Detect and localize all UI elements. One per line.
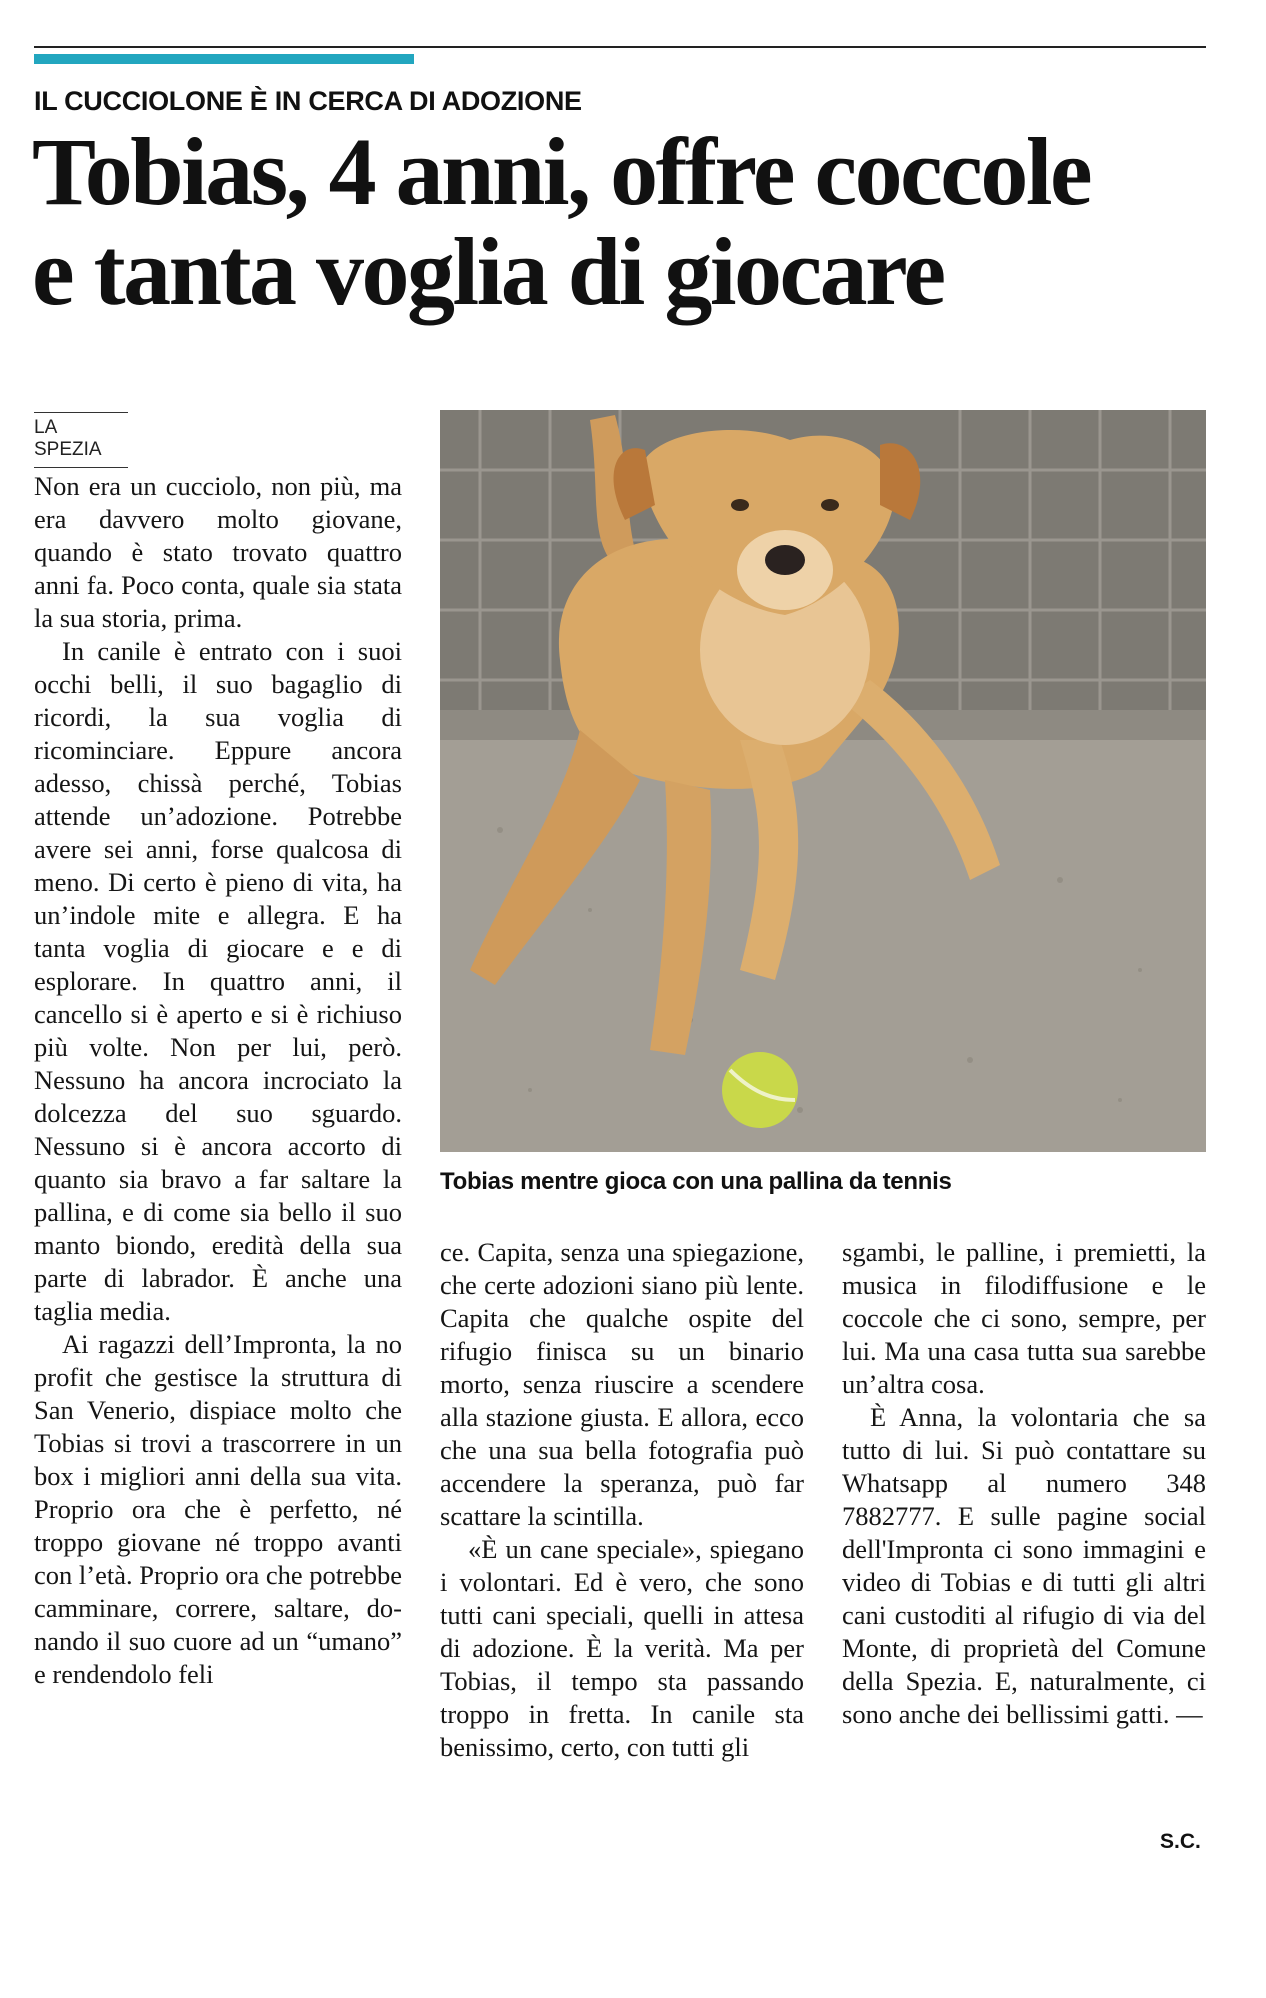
dog-photo-illustration bbox=[440, 410, 1206, 1152]
paragraph: «È un cane speciale», spiegano i volontari. Ed è vero, che sono tutti cani speciali, quelli in attesa di adozione. È la verità. Ma per Tobias, il tempo sta passando troppo in fretta. In canile sta benissimo, certo, con tutti gli bbox=[440, 1534, 804, 1762]
accent-bar bbox=[34, 54, 414, 64]
headline-line-1: Tobias, 4 anni, offre coccole bbox=[32, 118, 1091, 225]
paragraph: sgambi, le palline, i premietti, la musica in filodiffusione e le coccole che ci sono, sempre, per lui. Ma una casa tutta sua sarebbe un’altra cosa. bbox=[842, 1237, 1206, 1399]
article-column-1 bbox=[34, 470, 402, 1691]
article-column-2 bbox=[440, 1236, 804, 1764]
author-signature: S.C. bbox=[1160, 1830, 1201, 1853]
paragraph: Non era un cucciolo, non più, ma era davvero molto giovane, quando è stato trovato quattro anni fa. Poco conta, quale sia stata la sua storia, prima. bbox=[34, 471, 402, 633]
headline bbox=[32, 118, 1222, 325]
article-column-3 bbox=[842, 1236, 1206, 1731]
paragraph: In canile è entrato con i suoi occhi belli, il suo bagaglio di ricordi, la sua voglia di ricominciare. Eppure ancora adesso, chissà perché, Tobias attende un’adozione. Potrebbe avere sei anni, forse qualcosa di meno. Di certo è pieno di vita, ha un’indole mite e allegra. E ha tanta voglia di giocare e e di esplorare. In quattro anni, il cancello si è aperto e si è richiuso più volte. Non per lui, però. Nessuno ha ancora incrociato la dolcezza del suo sguardo. Nessuno si è ancora accorto di quanto sia bravo a far saltare la pallina, e di come sia bello il suo manto biondo, eredità della sua parte di labrador. È anche una taglia media. bbox=[34, 636, 402, 1326]
top-rule bbox=[34, 46, 1206, 48]
paragraph: Ai ragazzi dell’Impronta, la no profit che gestisce la struttura di San Venerio, dispiace molto che Tobias si trovi a trascorrere in un box i migliori anni della sua vita. Proprio ora che è perfetto, né troppo giovane né troppo avanti con l’età. Proprio ora che potrebbe camminare, correre, saltare, donando il suo cuore ad un “umano” e rendendolo feli bbox=[34, 1329, 402, 1689]
paragraph: ce. Capita, senza una spiegazione, che certe adozioni siano più lente. Capita che qualche ospite del rifugio finisca su un binario morto, senza riuscire a scendere alla stazione giusta. E allora, ecco che una sua bella fotografia può accendere la speranza, può far scattare la scintilla. bbox=[440, 1237, 804, 1531]
headline-line-2: e tanta voglia di giocare bbox=[32, 218, 944, 325]
photo-caption: Tobias mentre gioca con una pallina da tennis bbox=[440, 1168, 952, 1195]
dog-photo bbox=[440, 410, 1206, 1152]
dateline: LA SPEZIA bbox=[34, 412, 128, 468]
paragraph: È Anna, la volontaria che sa tutto di lui. Si può contattare su Whatsapp al numero 348 7882777. E sulle pagine social dell'Impronta ci sono immagini e video di Tobias e di tutti gli altri cani custoditi al rifugio di via del Monte, di proprietà del Comune della Spezia. E, naturalmente, ci sono anche dei bellissimi gatti. — bbox=[842, 1402, 1206, 1729]
kicker: IL CUCCIOLONE È IN CERCA DI ADOZIONE bbox=[34, 86, 582, 116]
